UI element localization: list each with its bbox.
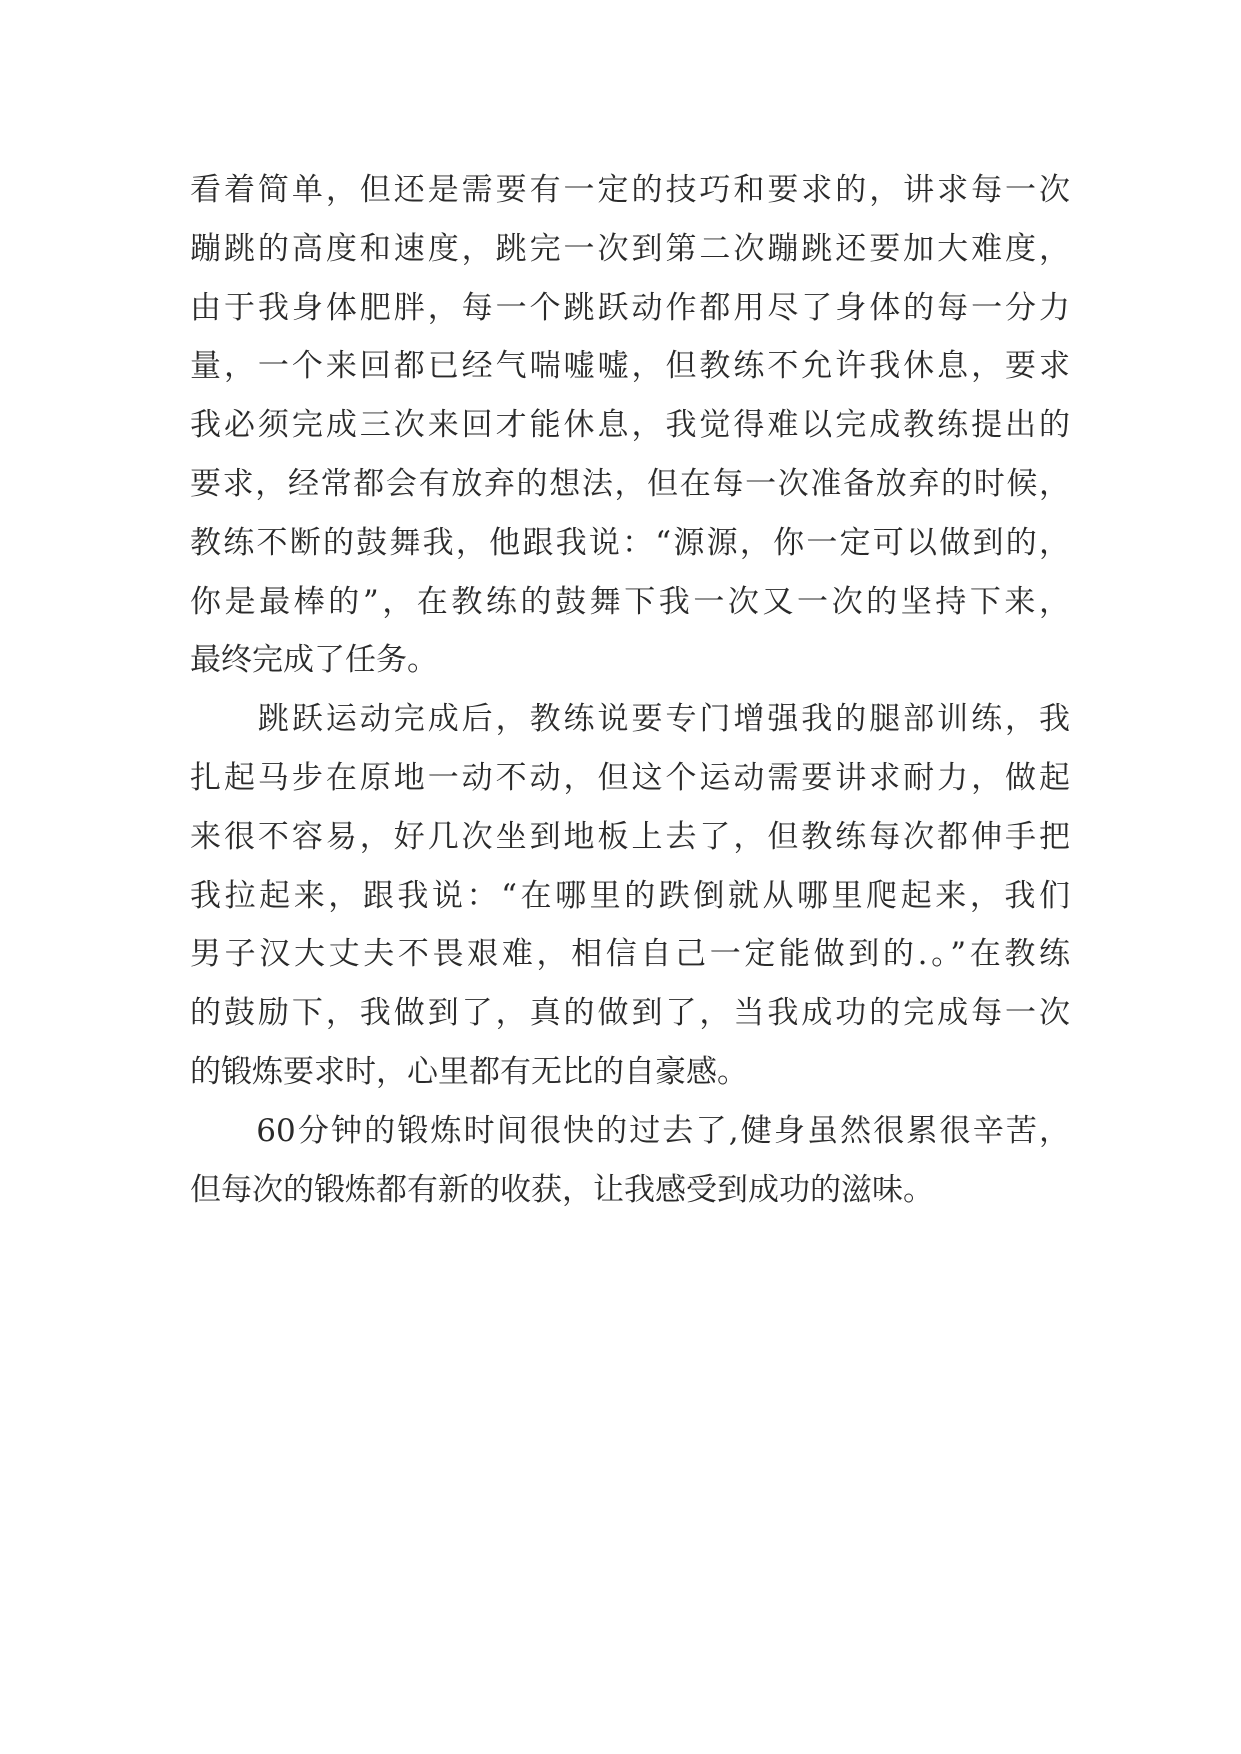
text-line: 要求，经常都会有放弃的想法，但在每一次准备放弃的时候， xyxy=(190,465,1070,502)
text-line: 教练不断的鼓舞我，他跟我说：“源源，你一定可以做到的， xyxy=(190,524,1070,561)
text-line: 但每次的锻炼都有新的收获，让我感受到成功的滋味。 xyxy=(190,1171,934,1208)
text-line: 最终完成了任务。 xyxy=(190,642,438,679)
text-line: 扎起马步在原地一动不动，但这个运动需要讲求耐力，做起 xyxy=(190,759,1070,796)
text-line: 由于我身体肥胖，每一个跳跃动作都用尽了身体的每一分力 xyxy=(190,289,1070,326)
paragraph-1 xyxy=(190,161,1070,690)
text-line: 的鼓励下，我做到了，真的做到了，当我成功的完成每一次 xyxy=(190,995,1070,1032)
text-line: 男子汉大丈夫不畏艰难，相信自己一定能做到的.。”在教练 xyxy=(190,936,1070,973)
text-line: 来很不容易，好几次坐到地板上去了，但教练每次都伸手把 xyxy=(190,818,1070,855)
text-line: 量，一个来回都已经气喘嘘嘘，但教练不允许我休息，要求 xyxy=(190,348,1070,385)
text-line: 看着简单，但还是需要有一定的技巧和要求的，讲求每一次 xyxy=(190,172,1070,208)
document-body xyxy=(190,161,1070,1219)
text-line: 你是最棒的”，在教练的鼓舞下我一次又一次的坚持下来， xyxy=(190,583,1070,620)
paragraph-3 xyxy=(190,1102,1070,1220)
paragraph-2 xyxy=(190,690,1070,1102)
text-line: 我必须完成三次来回才能休息，我觉得难以完成教练提出的 xyxy=(190,407,1070,444)
text-line: 60分钟的锻炼时间很快的过去了,健身虽然很累很辛苦， xyxy=(190,1112,1070,1149)
text-line: 的锻炼要求时，心里都有无比的自豪感。 xyxy=(190,1053,748,1090)
text-line: 跳跃运动完成后，教练说要专门增强我的腿部训练，我 xyxy=(190,701,1070,738)
text-line: 我拉起来，跟我说：“在哪里的跌倒就从哪里爬起来，我们 xyxy=(190,877,1070,914)
text-line: 蹦跳的高度和速度，跳完一次到第二次蹦跳还要加大难度， xyxy=(190,230,1070,267)
